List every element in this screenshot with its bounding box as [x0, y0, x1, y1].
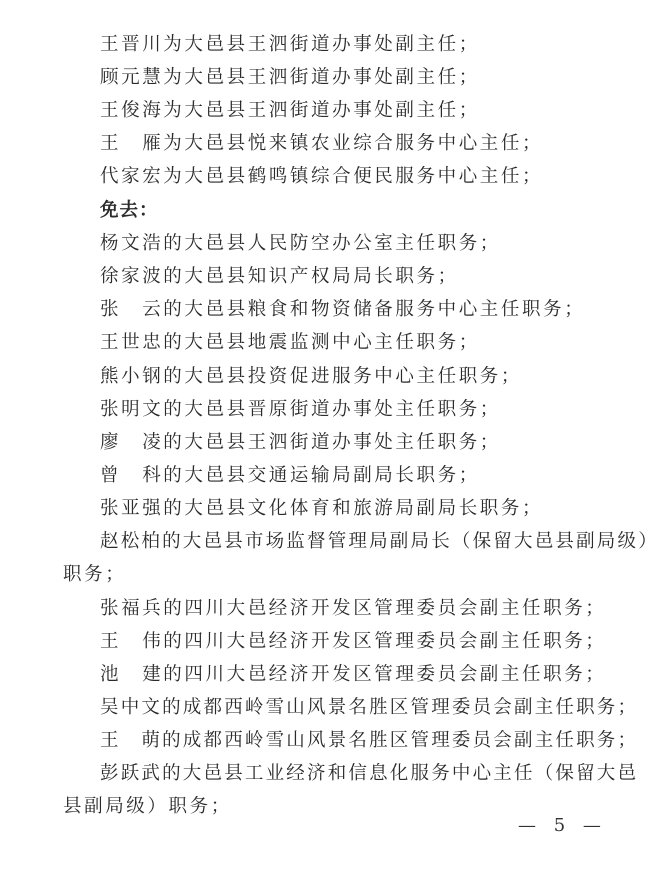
dismissal-line: 池 建的四川大邑经济开发区管理委员会副主任职务；	[100, 664, 607, 685]
dismissal-line: 廖 凌的大邑县王泗街道办事处主任职务；	[100, 432, 501, 453]
dismissal-line: 赵松柏的大邑县市场监督管理局副局长（保留大邑县副局级）	[100, 531, 659, 552]
dismissal-line: 张亚强的大邑县文化体育和旅游局副局长职务；	[100, 498, 544, 519]
dismissal-line: 张 云的大邑县粮食和物资储备服务中心主任职务；	[100, 299, 586, 320]
page-number: — 5 —	[518, 815, 607, 836]
dismissal-line: 王 萌的成都西岭雪山风景名胜区管理委员会副主任职务；	[100, 730, 639, 751]
appointment-line: 王晋川为大邑县王泗街道办事处副主任；	[100, 34, 480, 55]
dismissal-line: 王 伟的四川大邑经济开发区管理委员会副主任职务；	[100, 631, 607, 652]
appointment-line: 王俊海为大邑县王泗街道办事处副主任；	[100, 100, 480, 121]
dismissal-line: 张福兵的四川大邑经济开发区管理委员会副主任职务；	[100, 598, 607, 619]
dismissal-line: 吴中文的成都西岭雪山风景名胜区管理委员会副主任职务；	[100, 697, 639, 718]
dismissal-line: 王世忠的大邑县地震监测中心主任职务；	[100, 332, 480, 353]
section-heading-dismissal: 免去：	[100, 200, 159, 221]
dismissal-line-continuation: 县副局级）职务；	[63, 796, 232, 817]
appointment-line: 代家宏为大邑县鹤鸣镇综合便民服务中心主任；	[100, 166, 544, 187]
dismissal-line: 熊小钢的大邑县投资促进服务中心主任职务；	[100, 366, 523, 387]
dismissal-line: 徐家波的大邑县知识产权局局长职务；	[100, 266, 459, 287]
dismissal-line-continuation: 职务；	[63, 564, 127, 585]
dismissal-line: 彭跃武的大邑县工业经济和信息化服务中心主任（保留大邑	[100, 763, 639, 784]
appointment-line: 顾元慧为大邑县王泗街道办事处副主任；	[100, 67, 480, 88]
dismissal-line: 曾 科的大邑县交通运输局副局长职务；	[100, 465, 480, 486]
dismissal-line: 杨文浩的大邑县人民防空办公室主任职务；	[100, 233, 501, 254]
dismissal-line: 张明文的大邑县晋原街道办事处主任职务；	[100, 399, 501, 420]
appointment-line: 王 雁为大邑县悦来镇农业综合服务中心主任；	[100, 133, 544, 154]
